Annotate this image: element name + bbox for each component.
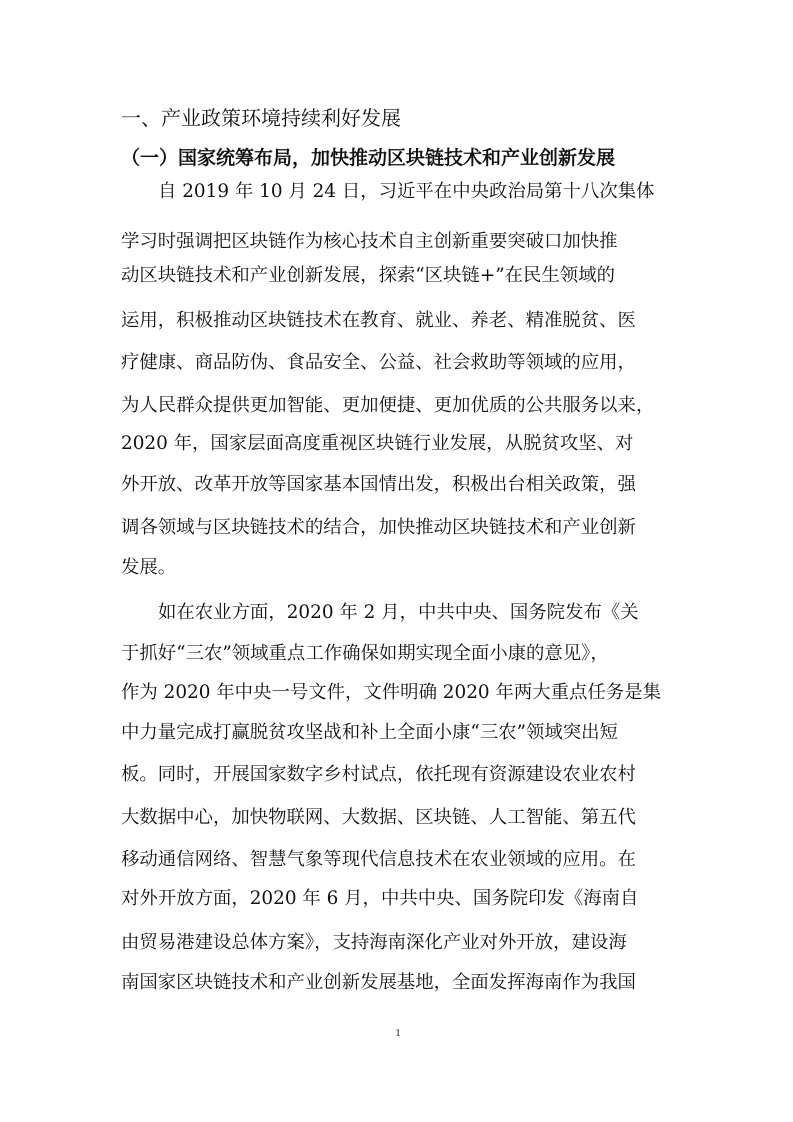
paragraph-line: 对外开放方面，2020 年 6 月，中共中央、国务院印发《海南自 (121, 888, 639, 909)
paragraph-line: 南国家区块链技术和产业创新发展基地，全面发挥海南作为我国 (121, 972, 636, 993)
section-heading: 一、产业政策环境持续利好发展 (121, 106, 401, 130)
page-number: 1 (395, 1027, 401, 1039)
paragraph-line: 发展。 (121, 557, 177, 578)
paragraph-line: 运用，积极推动区块链技术在教育、就业、养老、精准脱贫、医 (121, 310, 636, 331)
paragraph-line: 2020 年，国家层面高度重视区块链行业发展，从脱贫攻坚、对 (121, 433, 634, 454)
paragraph-line: 为人民群众提供更加智能、更加便捷、更加优质的公共服务以来， (121, 395, 655, 416)
paragraph-line: 动区块链技术和产业创新发展，探索“区块链+”在民生领域的 (121, 265, 615, 286)
paragraph-line: 作为 2020 年中央一号文件，文件明确 2020 年两大重点任务是集 (121, 682, 661, 703)
paragraph-line: 调各领域与区块链技术的结合，加快推动区块链技术和产业创新 (121, 517, 636, 538)
paragraph-line: 自 2019 年 10 月 24 日，习近平在中央政治局第十八次集体 (158, 181, 655, 202)
paragraph-line: 如在农业方面，2020 年 2 月，中共中央、国务院发布《关 (158, 602, 639, 623)
paragraph-line: 大数据中心，加快物联网、大数据、区块链、人工智能、第五代 (121, 807, 636, 828)
paragraph-line: 于抓好“三农”领域重点工作确保如期实现全面小康的意见》， (121, 643, 609, 664)
paragraph-line: 移动通信网络、智慧气象等现代信息技术在农业领域的应用。在 (121, 849, 636, 870)
paragraph-line: 学习时强调把区块链作为核心技术自主创新重要突破口加快推 (121, 231, 618, 252)
paragraph-line: 疗健康、商品防伪、食品安全、公益、社会救助等领域的应用， (121, 352, 636, 373)
paragraph-line: 中力量完成打赢脱贫攻坚战和补上全面小康“三农”领域突出短 (121, 722, 618, 743)
subsection-heading: （一）国家统筹布局，加快推动区块链技术和产业创新发展 (121, 147, 616, 169)
paragraph-line: 外开放、改革开放等国家基本国情出发，积极出台相关政策，强 (121, 474, 636, 495)
paragraph-line: 板。同时，开展国家数字乡村试点，依托现有资源建设农业农村 (121, 764, 636, 785)
paragraph-line: 由贸易港建设总体方案》，支持海南深化产业对外开放，建设海 (121, 932, 627, 953)
